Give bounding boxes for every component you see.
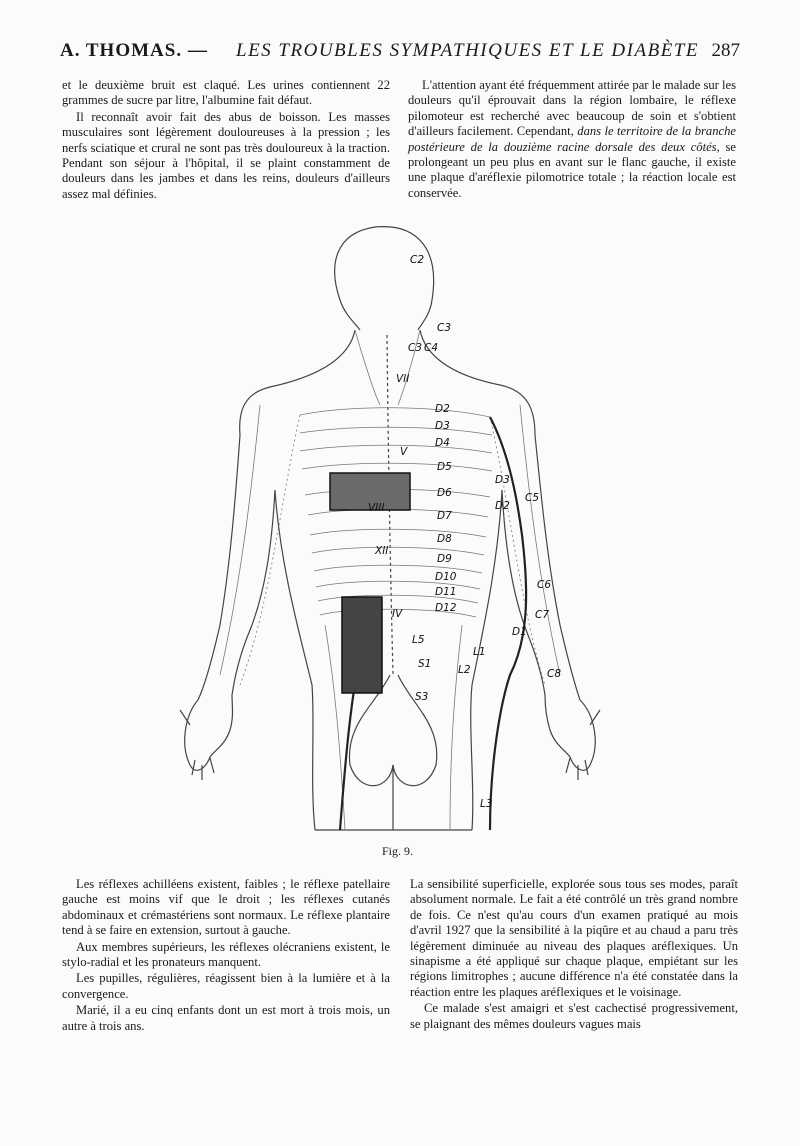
paragraph: Aux membres supérieurs, les réflexes olécraniens existent, le stylo-radial et les pronateurs manquent. bbox=[62, 939, 390, 970]
dermatome-label: V bbox=[400, 446, 408, 458]
dermatome-label: D2 bbox=[435, 403, 450, 415]
dermatome-label: D9 bbox=[437, 553, 452, 565]
band-line bbox=[300, 427, 492, 435]
areflexia-patch-lower bbox=[342, 597, 382, 693]
band-line bbox=[220, 405, 260, 675]
left-arm-outer bbox=[198, 435, 240, 700]
band-line bbox=[300, 445, 492, 453]
dermatome-label: C8 bbox=[547, 668, 562, 680]
header-author: A. THOMAS. — bbox=[60, 40, 208, 61]
left-shoulder-outline bbox=[240, 330, 355, 435]
dermatome-label: D3 bbox=[495, 474, 510, 486]
dermatome-label: C5 bbox=[525, 492, 540, 504]
band-line bbox=[310, 529, 486, 537]
dermatome-label: VIII bbox=[368, 502, 385, 514]
paragraph: Ce malade s'est amaigri et s'est cachectisé progressivement, se plaignant des mêmes douleurs vagues mais bbox=[410, 1001, 738, 1031]
dermatome-label: D3 bbox=[435, 420, 450, 432]
dermatome-label: C3 bbox=[437, 322, 452, 334]
dermatome-label: C6 bbox=[537, 579, 552, 591]
dermatome-label: IV bbox=[392, 608, 403, 620]
dermatome-label: D12 bbox=[435, 602, 457, 614]
dermatome-label: XII bbox=[375, 545, 389, 557]
paragraph: Il reconnaît avoir fait des abus de boisson. Les masses musculaires sont légèrement douloureuses à la pression ; les nerfs sciatique et crural ne sont pas très douloureux à la traction. Pendant son séjour à l'hôpital, il se plaint constamment de douleurs dans les jambes et dans les reins, douleurs d'ailleurs assez mal définies. bbox=[62, 109, 390, 201]
neck-outline bbox=[340, 300, 360, 330]
italic-text: dans le territoire de la branche postérieure de la douzième racine dorsale des deux côtés, bbox=[408, 124, 737, 154]
paragraph bbox=[408, 78, 736, 201]
dermatome-label: D1 bbox=[512, 626, 527, 638]
bottom-right-column bbox=[410, 877, 738, 1033]
dermatome-label: C2 bbox=[410, 254, 425, 266]
dermatome-label: D2 bbox=[495, 500, 510, 512]
paragraph: La sensibilité superficielle, explorée sous tous ses modes, paraît absolument normale. Le fait a été contrôlé un très grand nombre de fois. Ce n'est qu'au cours d'un examen pratiqué au mois d'avril 1927 que la sensibilité à la piqûre et au chaud a paru très légèrement diminuée au niveau des plaques aréflexiques. Un sinapisme a été appliqué sur chaque plaque, empiétant sur les régions limitrophes ; aucune différence n'a été constatée dans la réaction entre les plaques aréflexiques et le voisinage. bbox=[410, 877, 738, 999]
dermatome-label: S1 bbox=[418, 658, 432, 670]
paragraph: Marié, il a eu cinq enfants dont un est mort à trois mois, un autre à trois ans. bbox=[62, 1003, 390, 1033]
bottom-left-column bbox=[62, 877, 390, 1035]
paragraph: Les réflexes achilléens existent, faibles ; le réflexe patellaire gauche est moins vif que le droit ; les réflexes cutanés abdominaux et crémastériens sont normaux. Le réflexe plantaire tend à se faire en extension, surtout à gauche. bbox=[62, 877, 390, 938]
header-title: LES TROUBLES SYMPATHIQUES ET LE DIABÈTE bbox=[236, 40, 699, 61]
dermatome-label: D8 bbox=[437, 533, 452, 545]
dermatome-label: D4 bbox=[435, 437, 450, 449]
band-line bbox=[314, 565, 482, 573]
running-header bbox=[60, 36, 740, 66]
dermatome-label: VII bbox=[396, 373, 410, 385]
torso-left bbox=[275, 490, 315, 830]
paragraph: Les pupilles, régulières, réagissent bien à la lumière et à la convergence. bbox=[62, 971, 390, 1001]
dermatome-label: L3 bbox=[480, 798, 493, 810]
band-line bbox=[312, 547, 484, 555]
text-run: L'attention ayant été fréquemment attirée par le malade sur les douleurs qu'il éprouvait dans la région lombaire, le réflexe pilomoteur est recherché avec beaucoup de soin et s'obtient d'ailleurs facilement. Cependant, bbox=[408, 78, 736, 139]
band-line bbox=[300, 408, 490, 417]
dermatome-label: L2 bbox=[458, 664, 471, 676]
page-number: 287 bbox=[711, 40, 740, 61]
dermatome-label: D10 bbox=[435, 571, 457, 583]
dermatome-label: S3 bbox=[415, 691, 429, 703]
left-hand bbox=[185, 695, 233, 770]
band-line bbox=[450, 625, 462, 830]
left-arm-inner bbox=[232, 490, 275, 695]
dermatome-label: L5 bbox=[412, 634, 425, 646]
dermatome-label: D5 bbox=[437, 461, 452, 473]
dermatome-label: C3 bbox=[408, 342, 423, 354]
right-arm-outer bbox=[535, 435, 580, 700]
top-left-column bbox=[62, 78, 390, 203]
figure-caption: Fig. 9. bbox=[382, 844, 414, 858]
dermatome-label: D7 bbox=[437, 510, 452, 522]
text-run: se prolongeant un peu plus en avant sur le flanc gauche, il existe une plaque d'aréflexie pilomotrice totale ; la réaction locale est conservée. bbox=[408, 139, 736, 200]
top-right-column bbox=[408, 78, 736, 202]
torso-right bbox=[471, 490, 502, 830]
dermatome-figure bbox=[150, 205, 670, 833]
dermatome-label: D11 bbox=[435, 586, 457, 598]
band-line bbox=[355, 330, 380, 405]
dermatome-label: C4 bbox=[424, 342, 439, 354]
band-line bbox=[302, 463, 492, 471]
dermatome-label: L1 bbox=[473, 646, 486, 658]
dermatome-label: C7 bbox=[535, 609, 550, 621]
head-outline bbox=[335, 227, 434, 330]
paragraph: et le deuxième bruit est claqué. Les urines contiennent 22 grammes de sucre par litre, l'albumine fait défaut. bbox=[62, 78, 390, 108]
dermatome-label: D6 bbox=[437, 487, 452, 499]
